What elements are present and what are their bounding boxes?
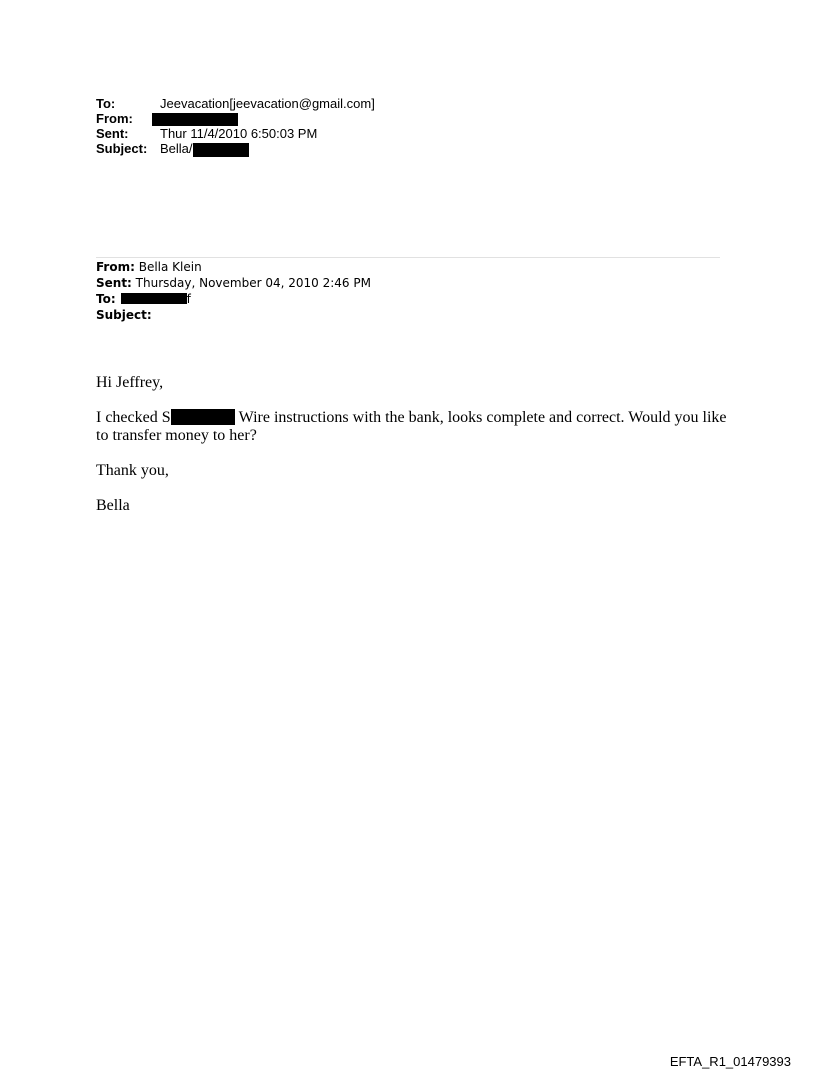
outer-to-label: To: (96, 96, 116, 111)
paragraph-start: I checked S (96, 409, 171, 426)
redaction-box (171, 409, 235, 425)
outer-from-row (96, 111, 375, 126)
outer-sent-row (96, 126, 375, 141)
signature: Bella (96, 497, 130, 514)
greeting: Hi Jeffrey, (96, 374, 164, 391)
inner-to-value-suffix: f (186, 292, 191, 306)
inner-sent-label: Sent: (96, 276, 132, 290)
outer-subject-value: Bella/ (160, 141, 193, 156)
inner-subject-row (96, 307, 371, 323)
inner-from-value: Bella Klein (134, 260, 202, 274)
inner-to-label: To: (96, 292, 116, 306)
redaction-box (152, 113, 238, 126)
inner-sent-value: Thursday, November 04, 2010 2:46 PM (131, 276, 371, 290)
email-body (96, 374, 736, 515)
redaction-box (193, 143, 249, 157)
inner-from-label: From: (96, 260, 135, 274)
outer-subject-label: Subject: (96, 141, 148, 156)
inner-email-header (96, 259, 371, 323)
closing-line: Thank you, (96, 462, 169, 479)
outer-email-header (96, 96, 375, 156)
inner-from-row (96, 259, 371, 275)
inner-sent-row (96, 275, 371, 291)
redaction-box (121, 293, 187, 304)
header-divider (96, 257, 720, 258)
outer-sent-value: Thur 11/4/2010 6:50:03 PM (160, 126, 318, 141)
outer-subject-row (96, 141, 375, 156)
outer-to-value: Jeevacation[jeevacation@gmail.com] (160, 96, 375, 111)
inner-to-row (96, 291, 371, 307)
outer-from-label: From: (96, 111, 133, 126)
outer-sent-label: Sent: (96, 126, 129, 141)
outer-to-row (96, 96, 375, 111)
inner-subject-label: Subject: (96, 308, 152, 322)
paragraph-end: Wire instructions with the bank, looks complete and correct. Would you like to transfer money to her? (96, 409, 727, 444)
body-paragraph (96, 409, 736, 445)
document-id: EFTA_R1_01479393 (669, 1054, 791, 1069)
